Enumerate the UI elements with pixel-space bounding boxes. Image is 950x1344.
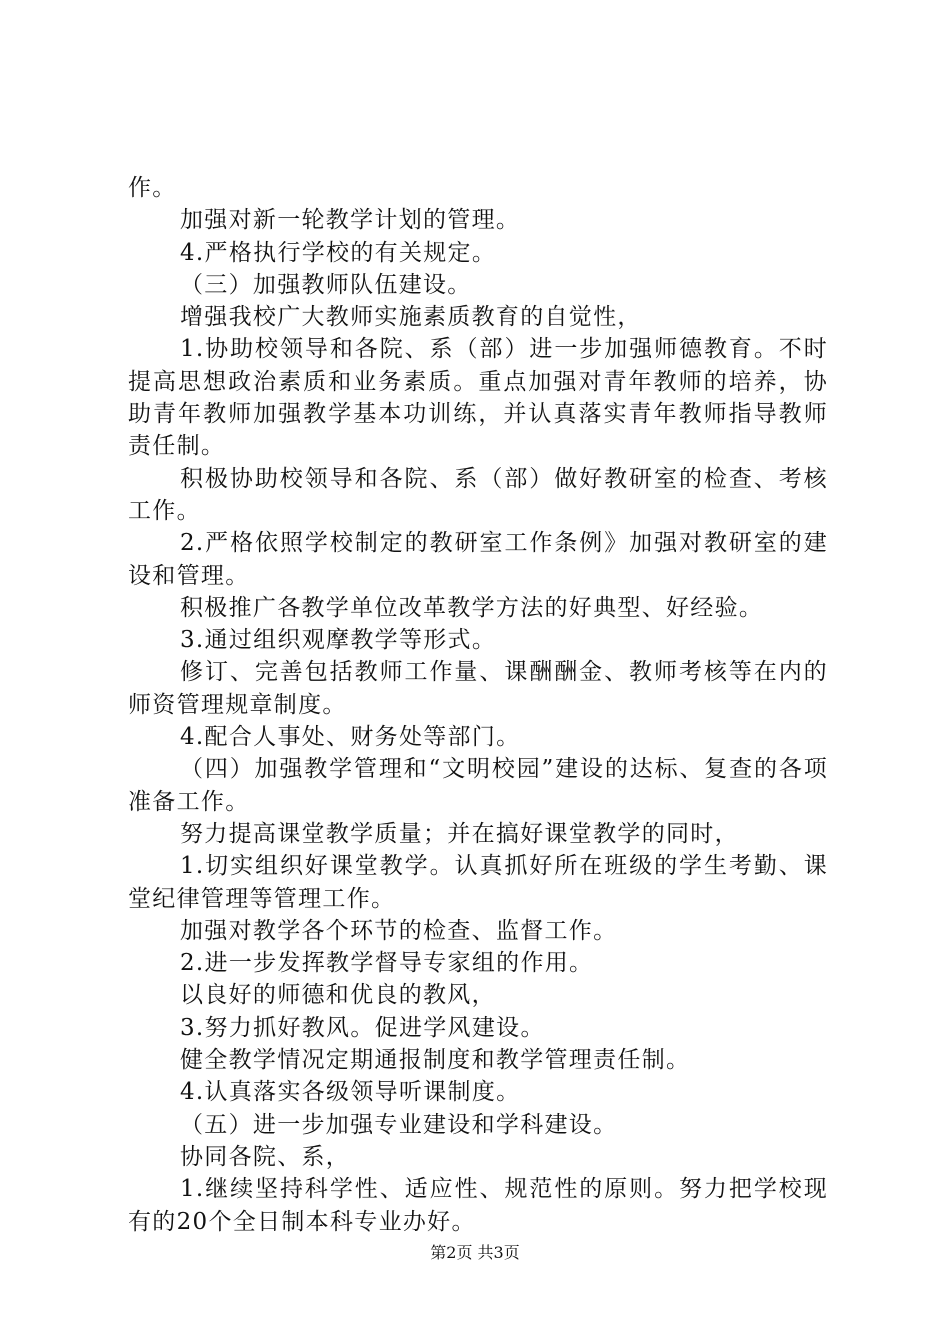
paragraph: 1.继续坚持科学性、适应性、规范性的原则。努力把学校现有的20个全日制本科专业办好。 [128,1176,828,1235]
document-body [128,172,828,1238]
paragraph: 协同各院、系， [180,1143,351,1170]
paragraph: 3.通过组织观摩教学等形式。 [180,627,497,654]
paragraph: 修订、完善包括教师工作量、课酬酬金、教师考核等在内的师资管理规章制度。 [128,659,828,718]
section-heading: （四）加强教学管理和“文明校园”建设的达标、复查的各项准备工作。 [128,756,828,815]
paragraph: 努力提高课堂教学质量；并在搞好课堂教学的同时， [180,820,739,847]
paragraph: 4.严格执行学校的有关规定。 [180,239,497,266]
paragraph: 增强我校广大教师实施素质教育的自觉性， [180,304,642,331]
paragraph: 4.认真落实各级领导听课制度。 [180,1079,521,1106]
paragraph: 加强对新一轮教学计划的管理。 [180,207,521,234]
paragraph: 1.切实组织好课堂教学。认真抓好所在班级的学生考勤、课堂纪律管理等管理工作。 [128,853,828,912]
paragraph: 作。 [128,175,177,201]
paragraph: 加强对教学各个环节的检查、监督工作。 [180,917,618,944]
section-heading: （三）加强教师队伍建设。 [180,271,472,298]
paragraph: 积极推广各教学单位改革教学方法的好典型、好经验。 [180,594,764,621]
paragraph: 2.严格依照学校制定的教研室工作条例》加强对教研室的建设和管理。 [128,530,828,589]
paragraph: 健全教学情况定期通报制度和教学管理责任制。 [180,1047,691,1074]
paragraph: 以良好的师德和优良的教风， [180,982,496,1009]
paragraph: 1.协助校领导和各院、系（部）进一步加强师德教育。不时提高思想政治素质和业务素质。重点加强对青年教师的培养，协助青年教师加强教学基本功训练，并认真落实青年教师指导教师责任制。 [128,336,828,460]
section-heading: （五）进一步加强专业建设和学科建设。 [180,1111,618,1138]
paragraph: 2.进一步发挥教学督导专家组的作用。 [180,950,594,977]
paragraph: 积极协助校领导和各院、系（部）做好教研室的检查、考核工作。 [128,465,828,524]
paragraph: 3.努力抓好教风。促进学风建设。 [180,1014,545,1041]
paragraph: 4.配合人事处、财务处等部门。 [180,724,521,751]
page-number-footer: 第2页 共3页 [430,1243,520,1262]
